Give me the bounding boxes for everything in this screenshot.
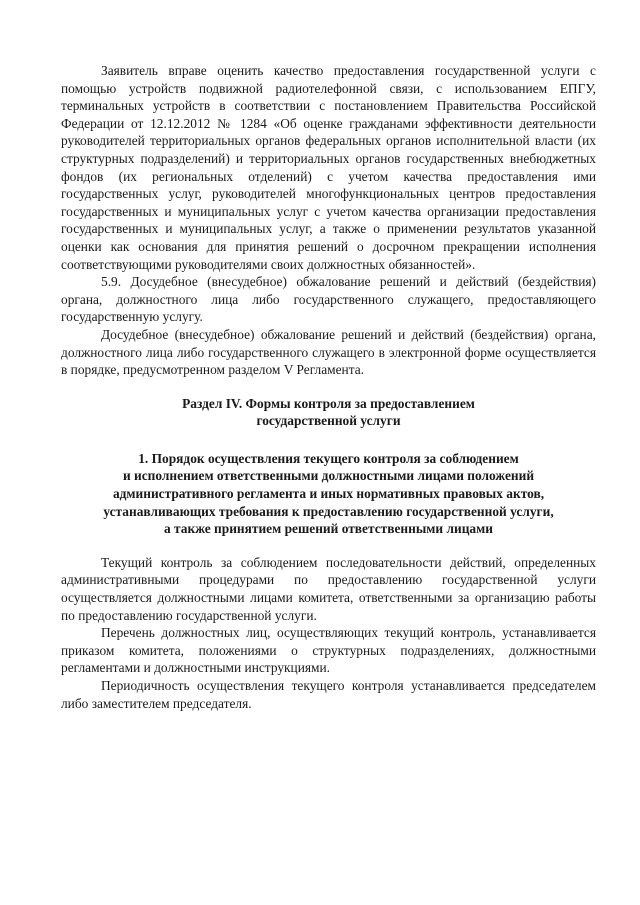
subsection-title-line: а также принятием решений ответственными лицами [164, 521, 493, 537]
paragraph-evaluation: Заявитель вправе оценить качество предоставления государственной услуги с помощью устройств подвижной радиотелефонной связи, с использованием ЕПГУ, терминальных устройств в соответствии с постановлением Правительства Российской Федерации от 12.12.2012 № 1284 «Об оценке гражданами эффективности деятельности руководителей территориальных органов федеральных органов исполнительной власти (их структурных подразделений) и территориальных органов государственных внебюджетных фондов (их региональных отделений) с учетом качества предоставления ими государственных услуг, руководителей многофункциональных центров предоставления государственных и муниципальных услуг с учетом качества организации предоставления государственных и муниципальных услуг, а также о применении результатов указанной оценки как основания для принятия решений о досрочном прекращении исполнения соответствующими руководителями своих должностных обязанностей». [61, 63, 596, 272]
paragraph-5-9: 5.9. Досудебное (внесудебное) обжалование решений и действий (бездействия) органа, должностного лица либо государственного служащего, предоставляющего государственную услугу. [61, 274, 596, 325]
section-title-line: Раздел IV. Формы контроля за предоставлением [182, 395, 475, 411]
section-title-line: государственной услуги [256, 413, 401, 429]
document-page [61, 62, 596, 712]
subsection-title-line: 1. Порядок осуществления текущего контроля за соблюдением [138, 450, 519, 466]
subsection-title [61, 450, 596, 538]
paragraph-officials-list: Перечень должностных лиц, осуществляющих текущий контроль, устанавливается приказом комитета, положениями о структурных подразделениях, должностными регламентами и должностными инструкциями. [61, 625, 596, 676]
subsection-title-line: и исполнением ответственными должностными лицами положений [122, 468, 535, 484]
paragraph-current-control: Текущий контроль за соблюдением последовательности действий, определенных административными процедурами по предоставлению государственной услуги осуществляется должностными лицами комитета, ответственными за организацию работы по предоставлению государственной услуги. [61, 554, 596, 623]
subsection-title-line: административного регламента и иных нормативных правовых актов, [112, 486, 545, 502]
paragraph-periodicity: Периодичность осуществления текущего контроля устанавливается председателем либо заместителем председателя. [61, 678, 596, 711]
section-title [61, 395, 596, 430]
subsection-title-line: устанавливающих требования к предоставлению государственной услуги, [103, 503, 554, 519]
paragraph-electronic-appeal: Досудебное (внесудебное) обжалование решений и действий (бездействия) органа, должностного лица либо государственного служащего в электронной форме осуществляется в порядке, предусмотренном разделом V Регламента. [61, 326, 596, 378]
